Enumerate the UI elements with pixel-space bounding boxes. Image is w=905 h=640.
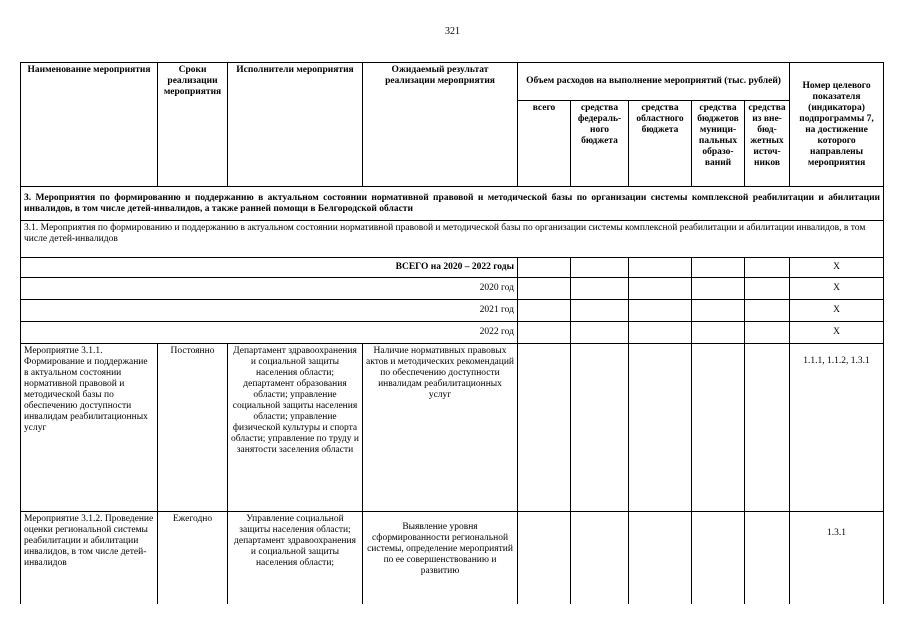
measure-indicator: 1.1.1, 1.1.2, 1.3.1 <box>790 344 884 512</box>
header-indicator: Номер целевого показателя (индикатора) подпрограммы 7, на достижение которого направлены мероприятия <box>790 63 884 187</box>
header-name: Наименование мероприятия <box>21 63 158 187</box>
measure-executors: Департамент здравоохранения и социальной защиты населения области; департамент образования области; управление социальной защиты населения области; управление физической культуры и спорта области; управление по труду и занятости заселения области <box>228 344 363 512</box>
header-federal: средства федераль- ного бюджета <box>571 101 629 187</box>
year-row-label: 2020 год <box>21 278 518 300</box>
table-row <box>21 344 884 512</box>
year-row-indicator: Х <box>790 300 884 322</box>
page-number: 321 <box>445 26 460 37</box>
header-municipal: средства бюджетов муници- пальных образо- ваний <box>692 101 745 187</box>
year-row-indicator: Х <box>790 322 884 344</box>
year-row-indicator: Х <box>790 278 884 300</box>
measure-executors: Управление социальной защиты населения области; департамент здравоохранения и социальной защиты населения области; <box>228 512 363 604</box>
measure-name: Мероприятие 3.1.2. Проведение оценки региональной системы реабилитации и абилитации инвалидов, в том числе детей-инвалидов <box>21 512 158 604</box>
table-row <box>21 512 884 604</box>
section-3-title: 3. Мероприятия по формированию и поддержанию в актуальном состоянии нормативной правовой и методической базы по организации системы комплексной реабилитации и абилитации инвалидов, в том числе детей-инвалидов, а также ранней помощи в Белгородской области <box>21 187 884 221</box>
year-row-label: 2021 год <box>21 300 518 322</box>
measure-indicator: 1.3.1 <box>790 512 884 604</box>
header-total: всего <box>518 101 571 187</box>
header-executors: Исполнители мероприятия <box>228 63 363 187</box>
measure-result: Выявление уровня сформированности региональной системы, определение мероприятий по ее совершенствованию и развитию <box>363 512 518 604</box>
measure-result: Наличие нормативных правовых актов и методических рекомендаций по обеспечению доступности инвалидам реабилитационных услуг <box>363 344 518 512</box>
total-row-label: ВСЕГО на 2020 – 2022 годы <box>21 258 518 278</box>
section-3-1-title: 3.1. Мероприятия по формированию и поддержанию в актуальном состоянии нормативной правовой и методической базы по организации системы комплексной реабилитации и абилитации инвалидов, в том числе детей-инвалидов <box>21 221 884 258</box>
measures-table <box>20 62 884 604</box>
header-period: Сроки реализации мероприятия <box>158 63 228 187</box>
header-expenses: Объем расходов на выполнение мероприятий (тыс. рублей) <box>518 63 790 101</box>
measure-period: Постоянно <box>158 344 228 512</box>
total-row-indicator: Х <box>790 258 884 278</box>
measure-period: Ежегодно <box>158 512 228 604</box>
header-expected-result: Ожидаемый результат реализации мероприятия <box>363 63 518 187</box>
header-regional: средства областного бюджета <box>629 101 692 187</box>
header-extrabudget: средства из вне- бюд- жетных источ- ников <box>745 101 790 187</box>
year-row-label: 2022 год <box>21 322 518 344</box>
measure-name: Мероприятие 3.1.1. Формирование и поддержание в актуальном состоянии нормативной правовой и методической базы по обеспечению доступности инвалидам реабилитационных услуг <box>21 344 158 512</box>
